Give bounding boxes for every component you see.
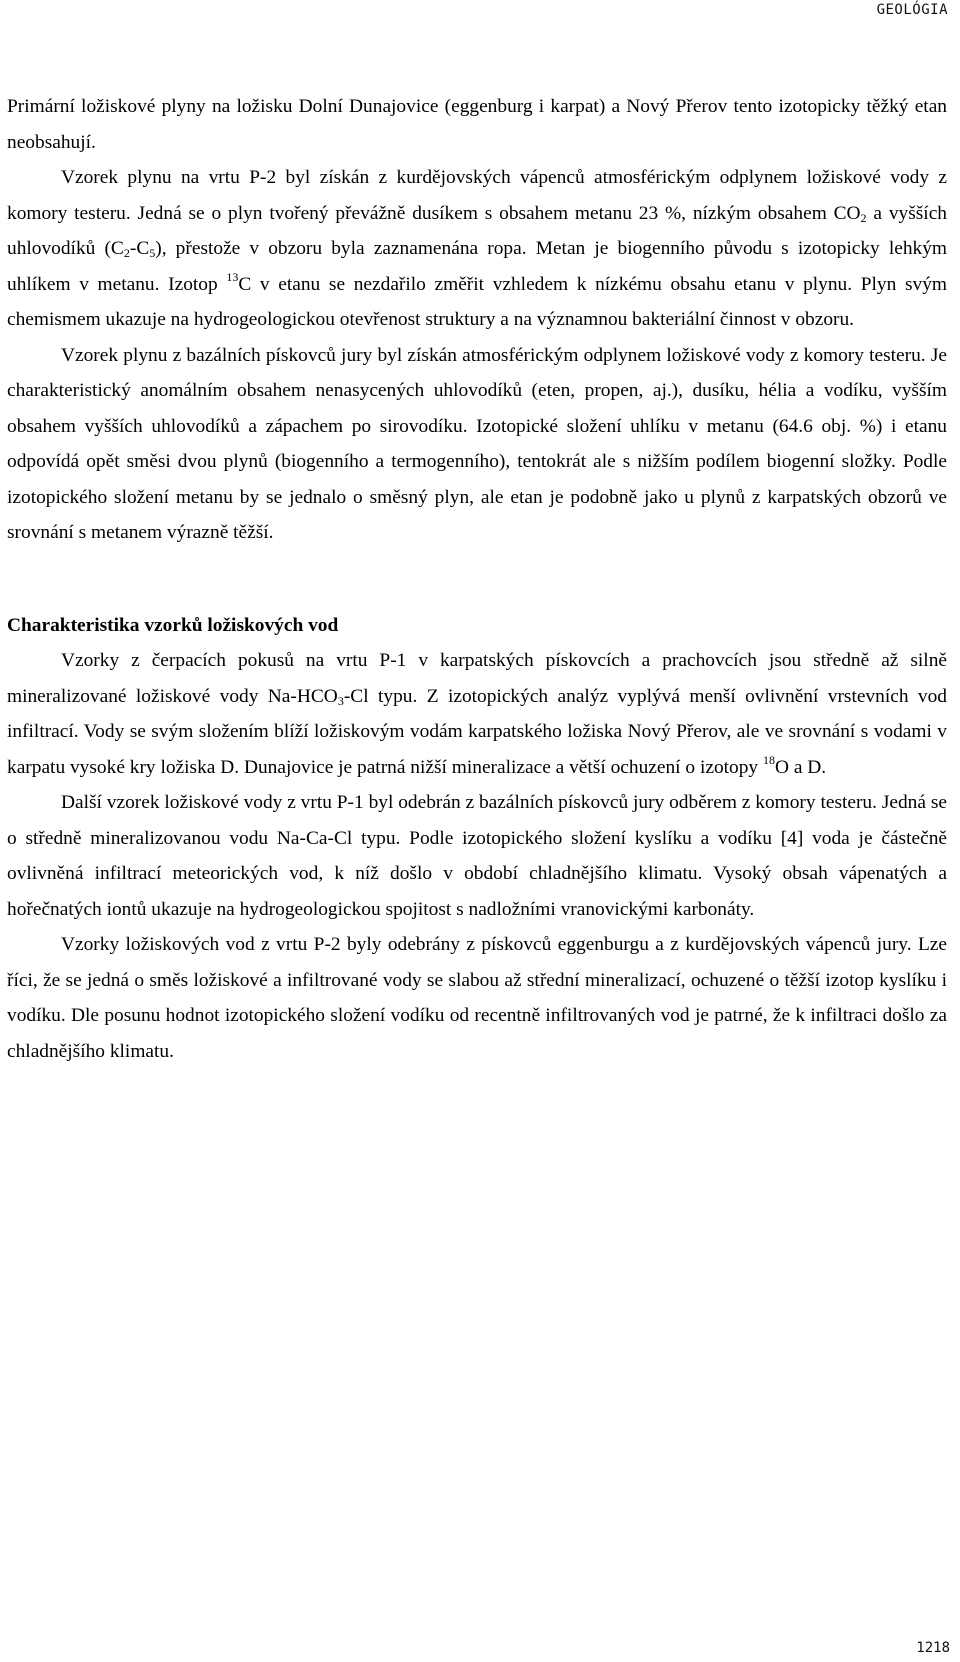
page-number: 1218	[916, 1640, 950, 1656]
paragraph-text: O a D.	[774, 756, 827, 778]
document-body	[7, 89, 947, 1069]
running-header: GEOLÓGIA	[876, 2, 948, 18]
paragraph-primary-gases: Primární ložiskové plyny na ložisku Dolní Dunajovice (eggenburg i karpat) a Nový Přerov tento izotopicky těžký etan neobsahují.	[7, 96, 947, 153]
paragraph-text: -C	[129, 238, 150, 259]
paragraph-text: -Cl typu. Z izotopických analýz vyplývá menší ovlivnění vrstevních vod infiltrací. Vody se svým složením blíží ložiskovým vodám karpatského ložiska Nový Přerov, ale ve srovnání s vodami v karpatu vysoké kry ložiska D. Dunajovice je patrná nižší mineralizace a větší ochuzení o izotopy	[7, 685, 947, 778]
subscript: 2	[860, 210, 867, 225]
superscript: 18	[762, 752, 775, 767]
paragraph-text: Vzorky z čerpacích pokusů na vrtu P-1 v karpatských pískovcích a prachovcích jsou středně až silně mineralizované ložiskové vody Na-HCO	[7, 650, 947, 707]
paragraph-water-sample-jurassic: Další vzorek ložiskové vody z vrtu P-1 byl odebrán z bazálních pískovců jury odběrem z komory testeru. Jedná se o středně mineralizovanou vodu Na-Ca-Cl typu. Podle izotopického složení kyslíku a vodíku [4] voda je částečně ovlivněná infiltrací meteorických vod, k níž došlo v období chladnějšího klimatu. Vysoký obsah vápenatých a hořečnatých iontů ukazuje na hydrogeologickou spojitost s nadložními vranovickými karbonáty.	[7, 792, 947, 920]
paragraph-gas-sample-p2	[7, 160, 947, 338]
paragraph-text: a vyšších uhlovodíků (C	[7, 202, 947, 259]
section-heading: Charakteristika vzorků ložiskových vod	[7, 614, 339, 636]
superscript: 13	[226, 269, 239, 284]
paragraph-text: Vzorek plynu na vrtu P-2 byl získán z kurdějovských vápenců atmosférickým odplynem ložiskové vody z komory testeru. Jedná se o plyn tvořený převážně dusíkem s obsahem metanu 23 %, nízkým obsahem CO	[7, 167, 947, 224]
paragraph-water-samples-p2: Vzorky ložiskových vod z vrtu P-2 byly odebrány z pískovců eggenburgu a z kurdějovských vápenců jury. Lze říci, že se jedná o směs ložiskové a infiltrované vody se slabou až střední mineralizací, ochuzené o těžší izotop kyslíku i vodíku. Dle posunu hodnot izotopického složení vodíku od recentně infiltrovaných vod je patrné, že k infiltraci došlo za chladnějšího klimatu.	[7, 934, 947, 1062]
paragraph-text: C v etanu se nezdařilo změřit vzhledem k nízkému obsahu etanu v plynu. Plyn svým chemismem ukazuje na hydrogeologickou otevřenost struktury a na významnou bakteriální činnost v obzoru.	[7, 273, 947, 330]
paragraph-text: ), přestože v obzoru byla zaznamenána ropa. Metan je biogenního původu s izotopicky lehkým uhlíkem v metanu. Izotop	[7, 238, 947, 295]
subscript: 2	[123, 246, 130, 260]
section-spacer	[7, 551, 947, 608]
subscript: 5	[149, 246, 156, 260]
paragraph-water-samples-p1	[7, 643, 947, 785]
paragraph-gas-sample-jurassic: Vzorek plynu z bazálních pískovců jury byl získán atmosférickým odplynem ložiskové vody z komory testeru. Je charakteristický anomálním obsahem nenasycených uhlovodíků (eten, propen, aj.), dusíku, hélia a vodíku, vyšším obsahem vyšších uhlovodíků a zápachem po sirovodíku. Izotopické složení uhlíku v metanu (64.6 obj. %) i etanu odpovídá opět směsi dvou plynů (biogenního a termogenního), tentokrát ale s nižším podílem biogenní složky. Podle izotopického složení metanu by se jednalo o směsný plyn, ale etan je podobně jako u plynů z karpatských obzorů ve srovnání s metanem výrazně těžší.	[7, 344, 947, 543]
subscript: 3	[337, 693, 344, 708]
